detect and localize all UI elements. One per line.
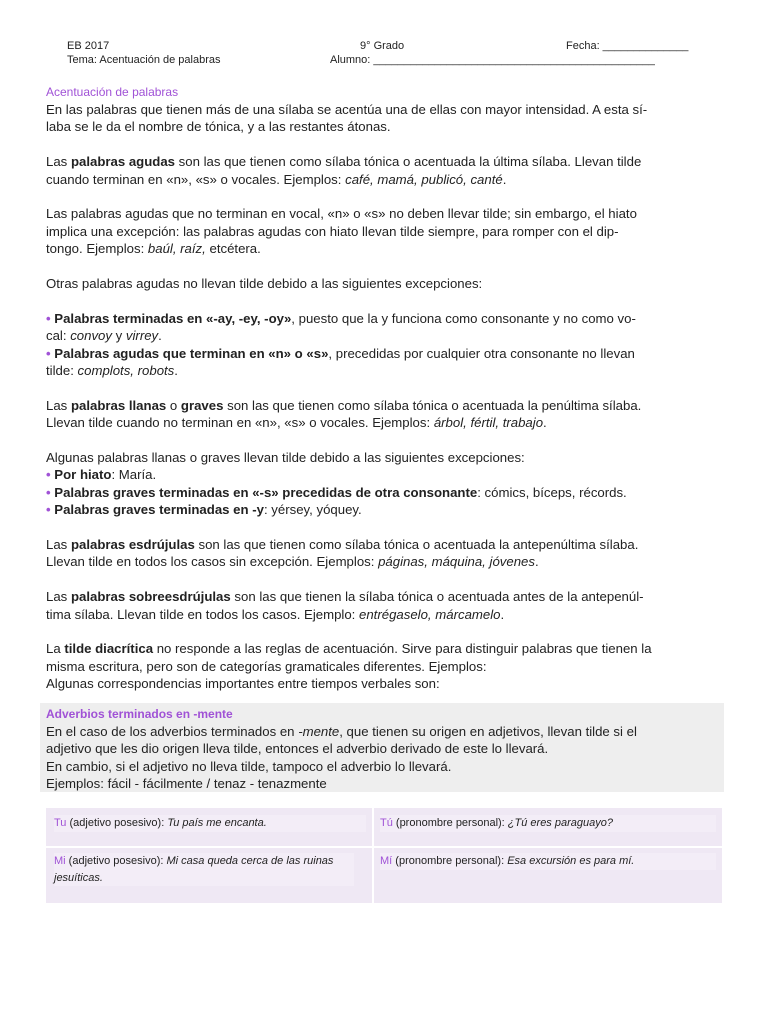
header-tema: Tema: Acentuación de palabras	[67, 54, 221, 66]
term: palabras esdrújulas	[70, 537, 195, 553]
diacritica-paragraph	[46, 640, 726, 692]
text: , que tienen su origen en adjetivos, llevan tilde si el	[339, 724, 637, 739]
table-cell	[54, 815, 366, 832]
table-divider-vertical	[372, 808, 374, 903]
example: ¿Tú eres paraguayo?	[507, 817, 613, 829]
header-fecha: Fecha: ______________	[566, 40, 689, 52]
example: Mi casa queda cerca de las ruinas jesuíticas.	[54, 855, 334, 884]
text: Las	[46, 537, 71, 553]
examples: páginas, máquina, jóvenes	[378, 554, 535, 570]
hiato-paragraph	[46, 205, 726, 257]
term: Palabras graves terminadas en «-s» precedidas de otra consonante	[54, 484, 478, 500]
text: son las que tienen como sílaba tónica o acentuada la penúltima sílaba.	[223, 397, 642, 413]
text: son las que tienen como sílaba tónica o acentuada la antepenúltima sílaba.	[194, 537, 639, 553]
examples: árbol, fértil, trabajo	[433, 415, 544, 431]
otras-paragraph: Otras palabras agudas no llevan tilde debido a las siguientes excepciones:	[46, 276, 483, 292]
text: y	[111, 328, 126, 344]
text: tongo. Ejemplos:	[46, 241, 148, 257]
text: Algunas correspondencias importantes entre tiempos verbales son:	[46, 676, 440, 692]
llanas-exception-3	[46, 501, 726, 518]
bullet-icon: •	[46, 467, 51, 483]
agudas-paragraph	[46, 153, 726, 188]
diacritica-table	[46, 808, 722, 903]
examples: baúl, raíz,	[147, 241, 206, 257]
word: Mi	[54, 855, 66, 867]
header-alumno: Alumno: ______________________________________________	[330, 54, 655, 66]
intro-line-2: laba se le da el nombre de tónica, y a las restantes átonas.	[46, 119, 391, 135]
llanas-exception-2	[46, 484, 726, 501]
text: tima sílaba. Llevan tilde en todos los casos. Ejemplo:	[46, 606, 360, 622]
example: virrey	[125, 328, 159, 344]
adverbios-title: Adverbios terminados en -mente	[46, 707, 233, 721]
text: Llevan tilde cuando no terminan en «n», «s» o vocales. Ejemplos:	[46, 415, 434, 431]
examples: entrégaselo, márcamelo	[359, 606, 501, 622]
text: : yérsey, yóquey.	[263, 502, 362, 518]
term: palabras llanas	[70, 397, 167, 413]
category: (adjetivo posesivo):	[66, 817, 168, 829]
text: , precedidas por cualquier otra consonante no llevan	[328, 345, 635, 361]
text: misma escritura, pero son de categorías gramaticales diferentes. Ejemplos:	[46, 658, 487, 674]
example: convoy	[70, 328, 112, 344]
category: (pronombre personal):	[392, 855, 508, 867]
exception-1	[46, 310, 726, 345]
llanas-exceptions-intro: Algunas palabras llanas o graves llevan tilde debido a las siguientes excepciones:	[46, 450, 525, 466]
bullet-icon: •	[46, 502, 51, 518]
examples: café, mamá, publicó, canté	[345, 171, 503, 187]
term: -mente	[298, 724, 340, 739]
category: (pronombre personal):	[392, 817, 508, 829]
text: tilde:	[46, 363, 78, 379]
table-cell	[54, 853, 354, 886]
text: .	[158, 328, 162, 344]
example: complots, robots	[77, 363, 175, 379]
term: graves	[180, 397, 224, 413]
text: : María.	[111, 467, 157, 483]
example: Tu país me encanta.	[167, 817, 267, 829]
text: Las	[46, 154, 71, 170]
intro-line-1: En las palabras que tienen más de una sílaba se acentúa una de ellas con mayor intensidad. A esta sí-	[46, 102, 648, 117]
sobreesdrujulas-paragraph	[46, 588, 726, 623]
text: son las que tienen la sílaba tónica o acentuada antes de la antepenúl-	[230, 589, 644, 605]
document-body	[46, 84, 726, 693]
header-grado: 9° Grado	[360, 40, 405, 52]
text: Las palabras agudas que no terminan en vocal, «n» o «s» no deben llevar tilde; sin embargo, el hiato	[46, 206, 637, 222]
bullet-icon: •	[46, 310, 51, 326]
text: En el caso de los adverbios terminados en	[46, 724, 299, 739]
header-eb: EB 2017	[67, 40, 110, 52]
term: palabras sobreesdrújulas	[70, 589, 231, 605]
text: .	[500, 606, 505, 622]
section-title: Acentuación de palabras	[46, 85, 179, 99]
adverbios-box	[40, 703, 724, 792]
table-cell	[380, 815, 716, 832]
text: son las que tienen como sílaba tónica o acentuada la última sílaba. Llevan tilde	[175, 154, 642, 170]
adverbios-line-2: adjetivo que les dio origen lleva tilde, entonces el adverbio derivado de este lo llevará.	[46, 741, 549, 757]
text: etcétera.	[205, 241, 261, 257]
adverbios-line-1	[46, 723, 718, 740]
word: Mí	[380, 855, 393, 867]
exception-2	[46, 345, 726, 380]
bullet-icon: •	[46, 345, 51, 361]
text: cuando terminan en «n», «s» o vocales. Ejemplos:	[46, 171, 346, 187]
llanas-exception-1	[46, 466, 726, 483]
text: no responde a las reglas de acentuación. Sirve para distinguir palabras que tienen la	[153, 641, 652, 657]
text: cal:	[46, 328, 71, 344]
text: implica una excepción: las palabras agudas con hiato llevan tilde siempre, para romper con el dip-	[46, 223, 619, 239]
text: : cómics, bíceps, récords.	[477, 484, 627, 500]
text: Llevan tilde en todos los casos sin excepción. Ejemplos:	[46, 554, 379, 570]
text: Las	[46, 397, 71, 413]
word: Tu	[54, 817, 67, 829]
term: Palabras graves terminadas en -y	[54, 502, 264, 518]
bullet-icon: •	[46, 484, 51, 500]
table-divider-horizontal	[46, 846, 722, 848]
word: Tú	[380, 817, 393, 829]
text: , puesto que la y funciona como consonante y no como vo-	[291, 310, 636, 326]
term: Palabras terminadas en «-ay, -ey, -oy»	[54, 310, 292, 326]
text: .	[502, 171, 507, 187]
example: Esa excursión es para mí.	[507, 855, 635, 867]
text: .	[174, 363, 178, 379]
llanas-paragraph	[46, 397, 726, 432]
text: .	[543, 415, 547, 431]
esdrujulas-paragraph	[46, 536, 726, 571]
adverbios-line-4: Ejemplos: fácil - fácilmente / tenaz - tenazmente	[46, 776, 327, 792]
term: Por hiato	[54, 467, 112, 483]
text: Las	[46, 589, 71, 605]
adverbios-line-3: En cambio, si el adjetivo no lleva tilde, tampoco el adverbio lo llevará.	[46, 758, 452, 774]
term: Palabras agudas que terminan en «n» o «s»	[54, 345, 329, 361]
text: o	[166, 397, 181, 413]
term-agudas: palabras agudas	[70, 154, 176, 170]
term: tilde diacrítica	[64, 641, 154, 657]
category: (adjetivo posesivo):	[65, 855, 167, 867]
table-cell	[380, 853, 716, 870]
text: La	[46, 641, 65, 657]
text: .	[534, 554, 539, 570]
